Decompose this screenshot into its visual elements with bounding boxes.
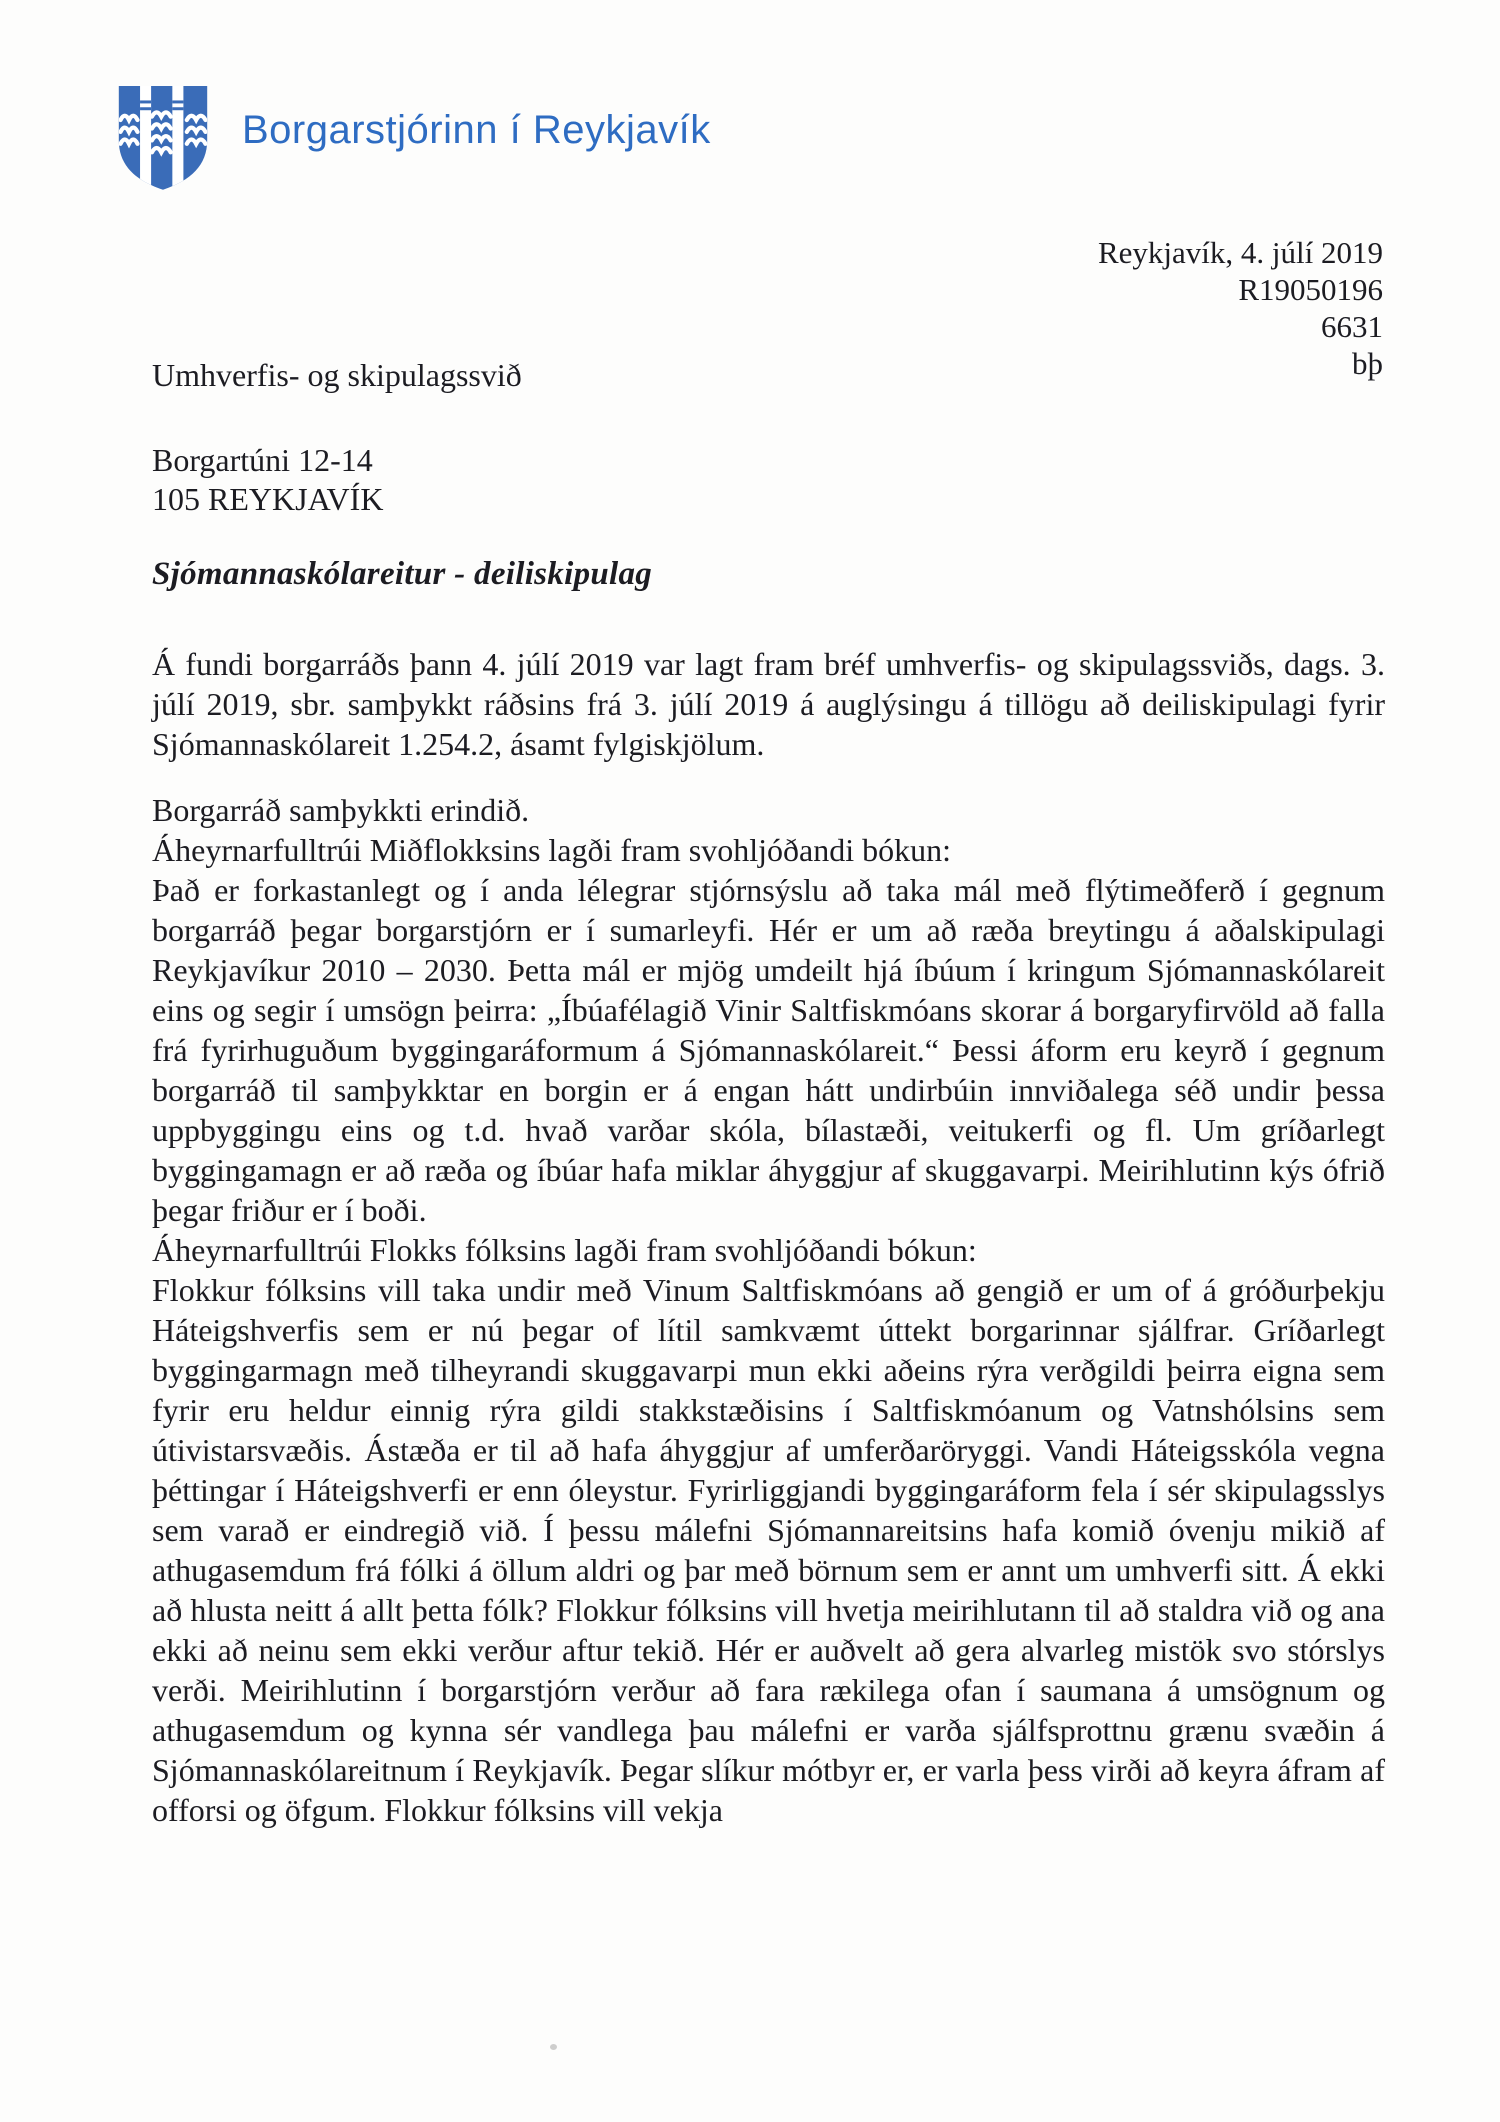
paragraph-approval — [152, 790, 1385, 870]
reykjavik-coat-of-arms-icon — [112, 80, 214, 194]
subject-line: Sjómannaskólareitur - deiliskipulag — [152, 556, 653, 592]
org-name: Borgarstjórinn í Reykjavík — [242, 107, 711, 152]
reference-number: R19050196 — [1238, 272, 1383, 307]
recipient-address: Borgartúni 12-14 — [152, 442, 373, 478]
case-number: 6631 — [1321, 309, 1383, 344]
letter-body — [152, 644, 1385, 1830]
midflokkur-observer-line: Áheyrnarfulltrúi Miðflokksins lagði fram svohljóðandi bókun: — [152, 832, 951, 868]
flokkur-folksins-observer-line: Áheyrnarfulltrúi Flokks fólksins lagði fram svohljóðandi bókun: — [152, 1232, 977, 1268]
midflokkur-bokun-quote: Það er forkastanlegt og í anda lélegrar stjórnsýslu að taka mál með flýtimeðferð í gegnum borgarráð þegar borgarstjórn er í sumarleyfi. Hér er um að ræða breytingu á aðalskipulagi Reykjavíkur 2010 – 2030. Þetta mál er mjög umdeilt hjá íbúum í kringum Sjómannaskólareit eins og segir í umsögn þeirra: „Íbúafélagið Vinir Saltfiskmóans skorar á borgaryfirvöld að falla frá fyrirhuguðum byggingaráformum á Sjómannaskólareit.“ Þessi áform eru keyrð í gegnum borgarráð til samþykktar en borgin er á engan hátt undirbúin innviðalega séð undir þessa uppbyggingu eins og t.d. hvað varðar skóla, bílastæði, veitukerfi og fl. Um gríðarlegt byggingamagn er að ræða og íbúar hafa miklar áhyggjur af skuggavarpi. Meirihlutinn kýs ófrið þegar friður er í boði. — [152, 872, 1385, 1228]
approval-line: Borgarráð samþykkti erindið. — [152, 792, 530, 828]
recipient-postal-city: 105 REYKJAVÍK — [152, 481, 384, 517]
flokkur-folksins-bokun-quote: Flokkur fólksins vill taka undir með Vinum Saltfiskmóans að gengið er um of á gróðurþekju Háteigshverfis sem er nú þegar of lítil samkvæmt úttekt borgarinnar sjálfrar. Gríðarlegt byggingarmagn með tilheyrandi skuggavarpi mun ekki aðeins rýra verðgildi þeirra eigna sem fyrir eru heldur einnig rýra gildi stakkstæðisins í Saltfiskmóanum og Vatnshólsins sem útivistarsvæðis. Ástæða er til að hafa áhyggjur af umferðaröryggi. Vandi Háteigsskóla vegna þéttingar í Háteigshverfi er enn óleystur. Fyrirliggjandi byggingaráform fela í sér skipulagsslys sem varað er eindregið við. Í þessu málefni Sjómannareitsins hafa komið óvenju mikið af athugasemdum frá fólki á öllum aldri og þar með börnum sem er annt um umhverfi sitt. Á ekki að hlusta neitt á allt þetta fólk? Flokkur fólksins vill hvetja meirihlutann til að staldra við og ana ekki að neinu sem ekki verður aftur tekið. Hér er auðvelt að gera alvarleg mistök svo stórslys verði. Meirihlutinn í borgarstjórn verður að fara rækilega ofan í saumana á umsögnum og athugasemdum og kynna sér vandlega þau málefni er varða sjálfsprottnu grænu svæðin á Sjómannaskólareitnum í Reykjavík. Þegar slíkur mótbyr er, er varla þess virði að keyra áfram af offorsi og öfgum. Flokkur fólksins vill vekja — [152, 1272, 1385, 1828]
letterhead — [112, 80, 711, 194]
clerk-initials: bþ — [1352, 346, 1383, 381]
date-reference-block — [1098, 234, 1383, 382]
recipient-department: Umhverfis- og skipulagssvið — [152, 357, 522, 393]
paragraph-meeting-intro: Á fundi borgarráðs þann 4. júlí 2019 var lagt fram bréf umhverfis- og skipulagssviðs, dags. 3. júlí 2019, sbr. samþykkt ráðsins frá 3. júlí 2019 á auglýsingu á tillögu að deiliskipulagi fyrir Sjómannaskólareit 1.254.2, ásamt fylgiskjölum. — [152, 646, 1385, 762]
recipient-block — [152, 356, 522, 519]
place-date: Reykjavík, 4. júlí 2019 — [1097, 235, 1383, 270]
scan-speck — [550, 2044, 557, 2050]
